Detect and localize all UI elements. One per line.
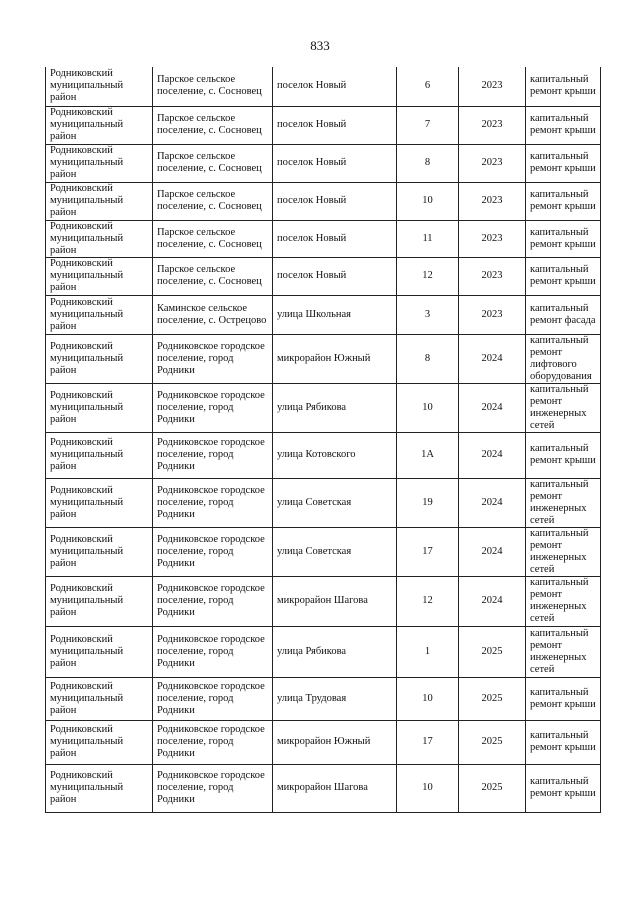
table-row — [46, 257, 601, 295]
year-cell: 2025 — [459, 626, 526, 677]
year-cell: 2023 — [459, 295, 526, 334]
settlement-cell: Парское сельское поселение, с. Сосновец — [153, 257, 273, 295]
street-cell: поселок Новый — [273, 257, 397, 295]
work-type-cell: капитальный ремонт инженерных сетей — [526, 383, 601, 432]
table-row — [46, 626, 601, 677]
year-cell: 2025 — [459, 720, 526, 764]
street-cell: поселок Новый — [273, 106, 397, 144]
year-cell: 2024 — [459, 478, 526, 527]
house-number-cell: 11 — [397, 220, 459, 257]
street-cell: микрорайон Шагова — [273, 764, 397, 812]
table-row — [46, 527, 601, 576]
work-type-cell: капитальный ремонт крыши — [526, 257, 601, 295]
district-cell: Родниковский муниципальный район — [46, 720, 153, 764]
district-cell: Родниковский муниципальный район — [46, 182, 153, 220]
house-number-cell: 10 — [397, 677, 459, 720]
settlement-cell: Родниковское городское поселение, город Родники — [153, 677, 273, 720]
district-cell: Родниковский муниципальный район — [46, 527, 153, 576]
house-number-cell: 10 — [397, 383, 459, 432]
table-row — [46, 478, 601, 527]
year-cell: 2023 — [459, 67, 526, 106]
district-cell: Родниковский муниципальный район — [46, 67, 153, 106]
street-cell: улица Советская — [273, 527, 397, 576]
house-number-cell: 17 — [397, 720, 459, 764]
settlement-cell: Родниковское городское поселение, город Родники — [153, 383, 273, 432]
house-number-cell: 7 — [397, 106, 459, 144]
year-cell: 2024 — [459, 334, 526, 383]
district-cell: Родниковский муниципальный район — [46, 257, 153, 295]
settlement-cell: Каминское сельское поселение, с. Острецово — [153, 295, 273, 334]
street-cell: улица Котовского — [273, 432, 397, 478]
district-cell: Родниковский муниципальный район — [46, 220, 153, 257]
work-type-cell: капитальный ремонт крыши — [526, 720, 601, 764]
district-cell: Родниковский муниципальный район — [46, 764, 153, 812]
year-cell: 2025 — [459, 764, 526, 812]
table-row — [46, 432, 601, 478]
district-cell: Родниковский муниципальный район — [46, 626, 153, 677]
table-row — [46, 334, 601, 383]
work-type-cell: капитальный ремонт крыши — [526, 67, 601, 106]
table-row — [46, 182, 601, 220]
district-cell: Родниковский муниципальный район — [46, 144, 153, 182]
settlement-cell: Родниковское городское поселение, город Родники — [153, 764, 273, 812]
settlement-cell: Родниковское городское поселение, город Родники — [153, 527, 273, 576]
work-type-cell: капитальный ремонт лифтового оборудования — [526, 334, 601, 383]
district-cell: Родниковский муниципальный район — [46, 106, 153, 144]
settlement-cell: Родниковское городское поселение, город Родники — [153, 478, 273, 527]
table-row — [46, 295, 601, 334]
settlement-cell: Парское сельское поселение, с. Сосновец — [153, 220, 273, 257]
year-cell: 2025 — [459, 677, 526, 720]
district-cell: Родниковский муниципальный район — [46, 576, 153, 626]
year-cell: 2024 — [459, 527, 526, 576]
work-type-cell: капитальный ремонт крыши — [526, 144, 601, 182]
house-number-cell: 10 — [397, 182, 459, 220]
district-cell: Родниковский муниципальный район — [46, 334, 153, 383]
table-row — [46, 67, 601, 106]
district-cell: Родниковский муниципальный район — [46, 383, 153, 432]
page-number: 833 — [310, 38, 330, 53]
district-cell: Родниковский муниципальный район — [46, 432, 153, 478]
house-number-cell: 1 — [397, 626, 459, 677]
table-row — [46, 720, 601, 764]
year-cell: 2023 — [459, 106, 526, 144]
table-row — [46, 576, 601, 626]
street-cell: микрорайон Южный — [273, 334, 397, 383]
year-cell: 2024 — [459, 383, 526, 432]
year-cell: 2023 — [459, 220, 526, 257]
settlement-cell: Родниковское городское поселение, город Родники — [153, 626, 273, 677]
work-type-cell: капитальный ремонт крыши — [526, 106, 601, 144]
street-cell: улица Советская — [273, 478, 397, 527]
street-cell: улица Трудовая — [273, 677, 397, 720]
work-type-cell: капитальный ремонт крыши — [526, 432, 601, 478]
year-cell: 2023 — [459, 144, 526, 182]
work-type-cell: капитальный ремонт крыши — [526, 764, 601, 812]
work-type-cell: капитальный ремонт фасада — [526, 295, 601, 334]
house-number-cell: 12 — [397, 257, 459, 295]
year-cell: 2023 — [459, 182, 526, 220]
house-number-cell: 12 — [397, 576, 459, 626]
table-row — [46, 220, 601, 257]
table-row — [46, 383, 601, 432]
house-number-cell: 8 — [397, 144, 459, 182]
work-type-cell: капитальный ремонт крыши — [526, 677, 601, 720]
table-row — [46, 677, 601, 720]
year-cell: 2024 — [459, 432, 526, 478]
street-cell: микрорайон Шагова — [273, 576, 397, 626]
street-cell: поселок Новый — [273, 144, 397, 182]
house-number-cell: 6 — [397, 67, 459, 106]
settlement-cell: Родниковское городское поселение, город Родники — [153, 720, 273, 764]
table-row — [46, 144, 601, 182]
work-type-cell: капитальный ремонт инженерных сетей — [526, 626, 601, 677]
settlement-cell: Парское сельское поселение, с. Сосновец — [153, 182, 273, 220]
house-number-cell: 19 — [397, 478, 459, 527]
district-cell: Родниковский муниципальный район — [46, 295, 153, 334]
settlement-cell: Родниковское городское поселение, город Родники — [153, 576, 273, 626]
house-number-cell: 1А — [397, 432, 459, 478]
table-row — [46, 764, 601, 812]
year-cell: 2023 — [459, 257, 526, 295]
street-cell: поселок Новый — [273, 220, 397, 257]
district-cell: Родниковский муниципальный район — [46, 677, 153, 720]
house-number-cell: 8 — [397, 334, 459, 383]
street-cell: поселок Новый — [273, 67, 397, 106]
table-row — [46, 106, 601, 144]
work-type-cell: капитальный ремонт крыши — [526, 220, 601, 257]
work-type-cell: капитальный ремонт инженерных сетей — [526, 527, 601, 576]
street-cell: улица Рябикова — [273, 626, 397, 677]
settlement-cell: Родниковское городское поселение, город Родники — [153, 432, 273, 478]
house-number-cell: 17 — [397, 527, 459, 576]
settlement-cell: Парское сельское поселение, с. Сосновец — [153, 144, 273, 182]
year-cell: 2024 — [459, 576, 526, 626]
street-cell: микрорайон Южный — [273, 720, 397, 764]
house-number-cell: 3 — [397, 295, 459, 334]
work-type-cell: капитальный ремонт инженерных сетей — [526, 478, 601, 527]
street-cell: улица Рябикова — [273, 383, 397, 432]
settlement-cell: Парское сельское поселение, с. Сосновец — [153, 106, 273, 144]
street-cell: улица Школьная — [273, 295, 397, 334]
work-type-cell: капитальный ремонт крыши — [526, 182, 601, 220]
house-number-cell: 10 — [397, 764, 459, 812]
repair-schedule-table — [45, 67, 601, 813]
district-cell: Родниковский муниципальный район — [46, 478, 153, 527]
settlement-cell: Родниковское городское поселение, город Родники — [153, 334, 273, 383]
street-cell: поселок Новый — [273, 182, 397, 220]
settlement-cell: Парское сельское поселение, с. Сосновец — [153, 67, 273, 106]
work-type-cell: капитальный ремонт инженерных сетей — [526, 576, 601, 626]
